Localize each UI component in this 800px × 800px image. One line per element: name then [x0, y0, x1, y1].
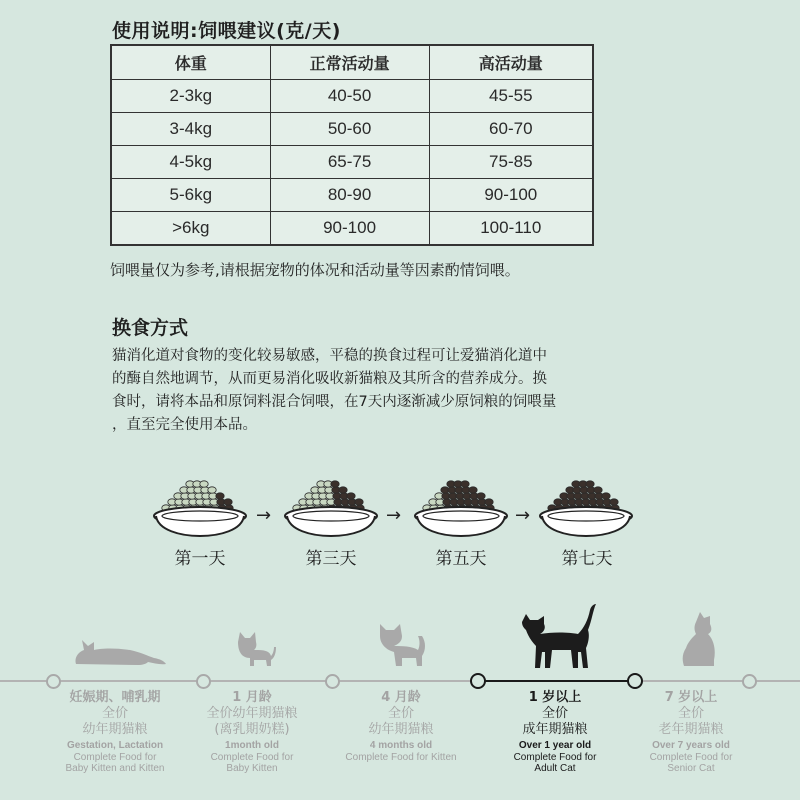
stage-product-en: Complete Food for	[210, 752, 294, 763]
stage-title-en: Over 7 years old	[652, 740, 730, 751]
feeding-note: 饲喂量仅为参考,请根据宠物的体况和活动量等因素酌情饲喂。	[110, 261, 520, 279]
table-cell: 40-50	[270, 80, 429, 113]
senior-cat-icon	[678, 610, 718, 668]
stage-title-en: 1month old	[225, 740, 279, 751]
stage-title: 妊娠期、哺乳期	[69, 690, 161, 705]
stage-product: 全价	[677, 706, 704, 721]
food-bowl-icon	[283, 468, 379, 540]
stage-1-month	[177, 690, 327, 774]
column-header: 体重	[111, 45, 270, 80]
stage-product: 幼年期猫粮	[368, 722, 434, 737]
table-cell: 75-85	[429, 146, 593, 179]
stage-product: 全价幼年期猫粮	[206, 706, 298, 721]
timeline-dot	[742, 674, 757, 689]
stage-product-en: Baby Kitten	[226, 763, 278, 774]
timeline-dot-active	[470, 673, 486, 689]
column-header: 高活动量	[429, 45, 593, 80]
timeline-dot	[196, 674, 211, 689]
day-label: 第一天	[174, 549, 226, 569]
table-cell: 100-110	[429, 212, 593, 246]
stage-title-en: Over 1 year old	[518, 740, 592, 751]
table-cell: 65-75	[270, 146, 429, 179]
lying-cat-icon	[68, 628, 168, 668]
table-cell: 4-5kg	[111, 146, 270, 179]
stage-product: (离乳期奶糕)	[214, 722, 290, 737]
stage-product: 全价	[541, 706, 568, 721]
stage-product-en: Senior Cat	[667, 763, 715, 774]
stage-title-en: Gestation, Lactation	[66, 740, 164, 751]
stage-product-en: Complete Food for	[73, 752, 157, 763]
table-cell: 5-6kg	[111, 179, 270, 212]
table-header-row	[111, 45, 593, 80]
young-cat-icon	[372, 620, 428, 668]
stage-product: 全价	[387, 706, 414, 721]
table-row	[111, 113, 593, 146]
description-line: 猫消化道对食物的变化较易敏感，平稳的换食过程可让爱猫消化道中	[112, 348, 547, 364]
day-label: 第七天	[561, 549, 613, 569]
feeding-title: 使用说明:饲喂建议(克/天)	[112, 20, 341, 42]
kitten-icon	[234, 630, 276, 668]
timeline-dot	[46, 674, 61, 689]
description-line: 的酶自然地调节，从而更易消化吸收新猫粮及其所含的营养成分。换	[112, 371, 547, 387]
stage-product-en: Complete Food for Kitten	[345, 752, 457, 763]
table-row	[111, 212, 593, 246]
table-cell: 80-90	[270, 179, 429, 212]
stage-title: 1 月龄	[232, 690, 272, 705]
food-bowl-icon	[413, 468, 509, 540]
timeline-dot	[325, 674, 340, 689]
table-row	[111, 146, 593, 179]
day-label: 第三天	[305, 549, 357, 569]
stage-product-en: Complete Food for	[649, 752, 733, 763]
timeline-dot-active	[627, 673, 643, 689]
stage-title-en: 4 months old	[369, 740, 433, 751]
timeline-active-segment	[477, 680, 635, 682]
day-label: 第五天	[435, 549, 487, 569]
stage-4-months	[326, 690, 476, 763]
description-line: 食时，请将本品和原饲料混合饲喂，在7天内逐渐减少原饲粮的饲喂量	[112, 394, 557, 410]
stage-title: 4 月龄	[381, 690, 421, 705]
table-cell: 90-100	[270, 212, 429, 246]
table-cell: 60-70	[429, 113, 593, 146]
stage-product-en: Adult Cat	[534, 763, 576, 774]
stage-gestation	[40, 690, 190, 774]
stage-product: 老年期猫粮	[658, 722, 724, 737]
arrow-right-icon: →	[386, 505, 402, 526]
stage-product: 全价	[101, 706, 128, 721]
feeding-table	[110, 44, 594, 246]
stage-7-years	[616, 690, 766, 774]
arrow-right-icon: →	[515, 505, 531, 526]
stage-1-year	[480, 690, 630, 774]
transition-description	[112, 345, 612, 437]
stage-product-en: Baby Kitten and Kitten	[65, 763, 165, 774]
table-cell: 3-4kg	[111, 113, 270, 146]
timeline-line	[0, 680, 800, 682]
table-cell: >6kg	[111, 212, 270, 246]
stage-product: 成年期猫粮	[522, 722, 588, 737]
arrow-right-icon: →	[256, 505, 272, 526]
food-bowl-icon	[152, 468, 248, 540]
stage-product-en: Complete Food for	[513, 752, 597, 763]
transition-title: 换食方式	[112, 317, 189, 339]
food-bowl-icon	[538, 468, 634, 540]
stage-title: 7 岁以上	[664, 690, 718, 705]
table-cell: 50-60	[270, 113, 429, 146]
table-cell: 2-3kg	[111, 80, 270, 113]
stage-product: 幼年期猫粮	[82, 722, 148, 737]
adult-cat-icon	[518, 602, 598, 670]
column-header: 正常活动量	[270, 45, 429, 80]
description-line: ，直至完全使用本品。	[112, 417, 257, 433]
table-cell: 90-100	[429, 179, 593, 212]
table-row	[111, 179, 593, 212]
stage-title: 1 岁以上	[528, 690, 582, 705]
table-cell: 45-55	[429, 80, 593, 113]
table-row	[111, 80, 593, 113]
